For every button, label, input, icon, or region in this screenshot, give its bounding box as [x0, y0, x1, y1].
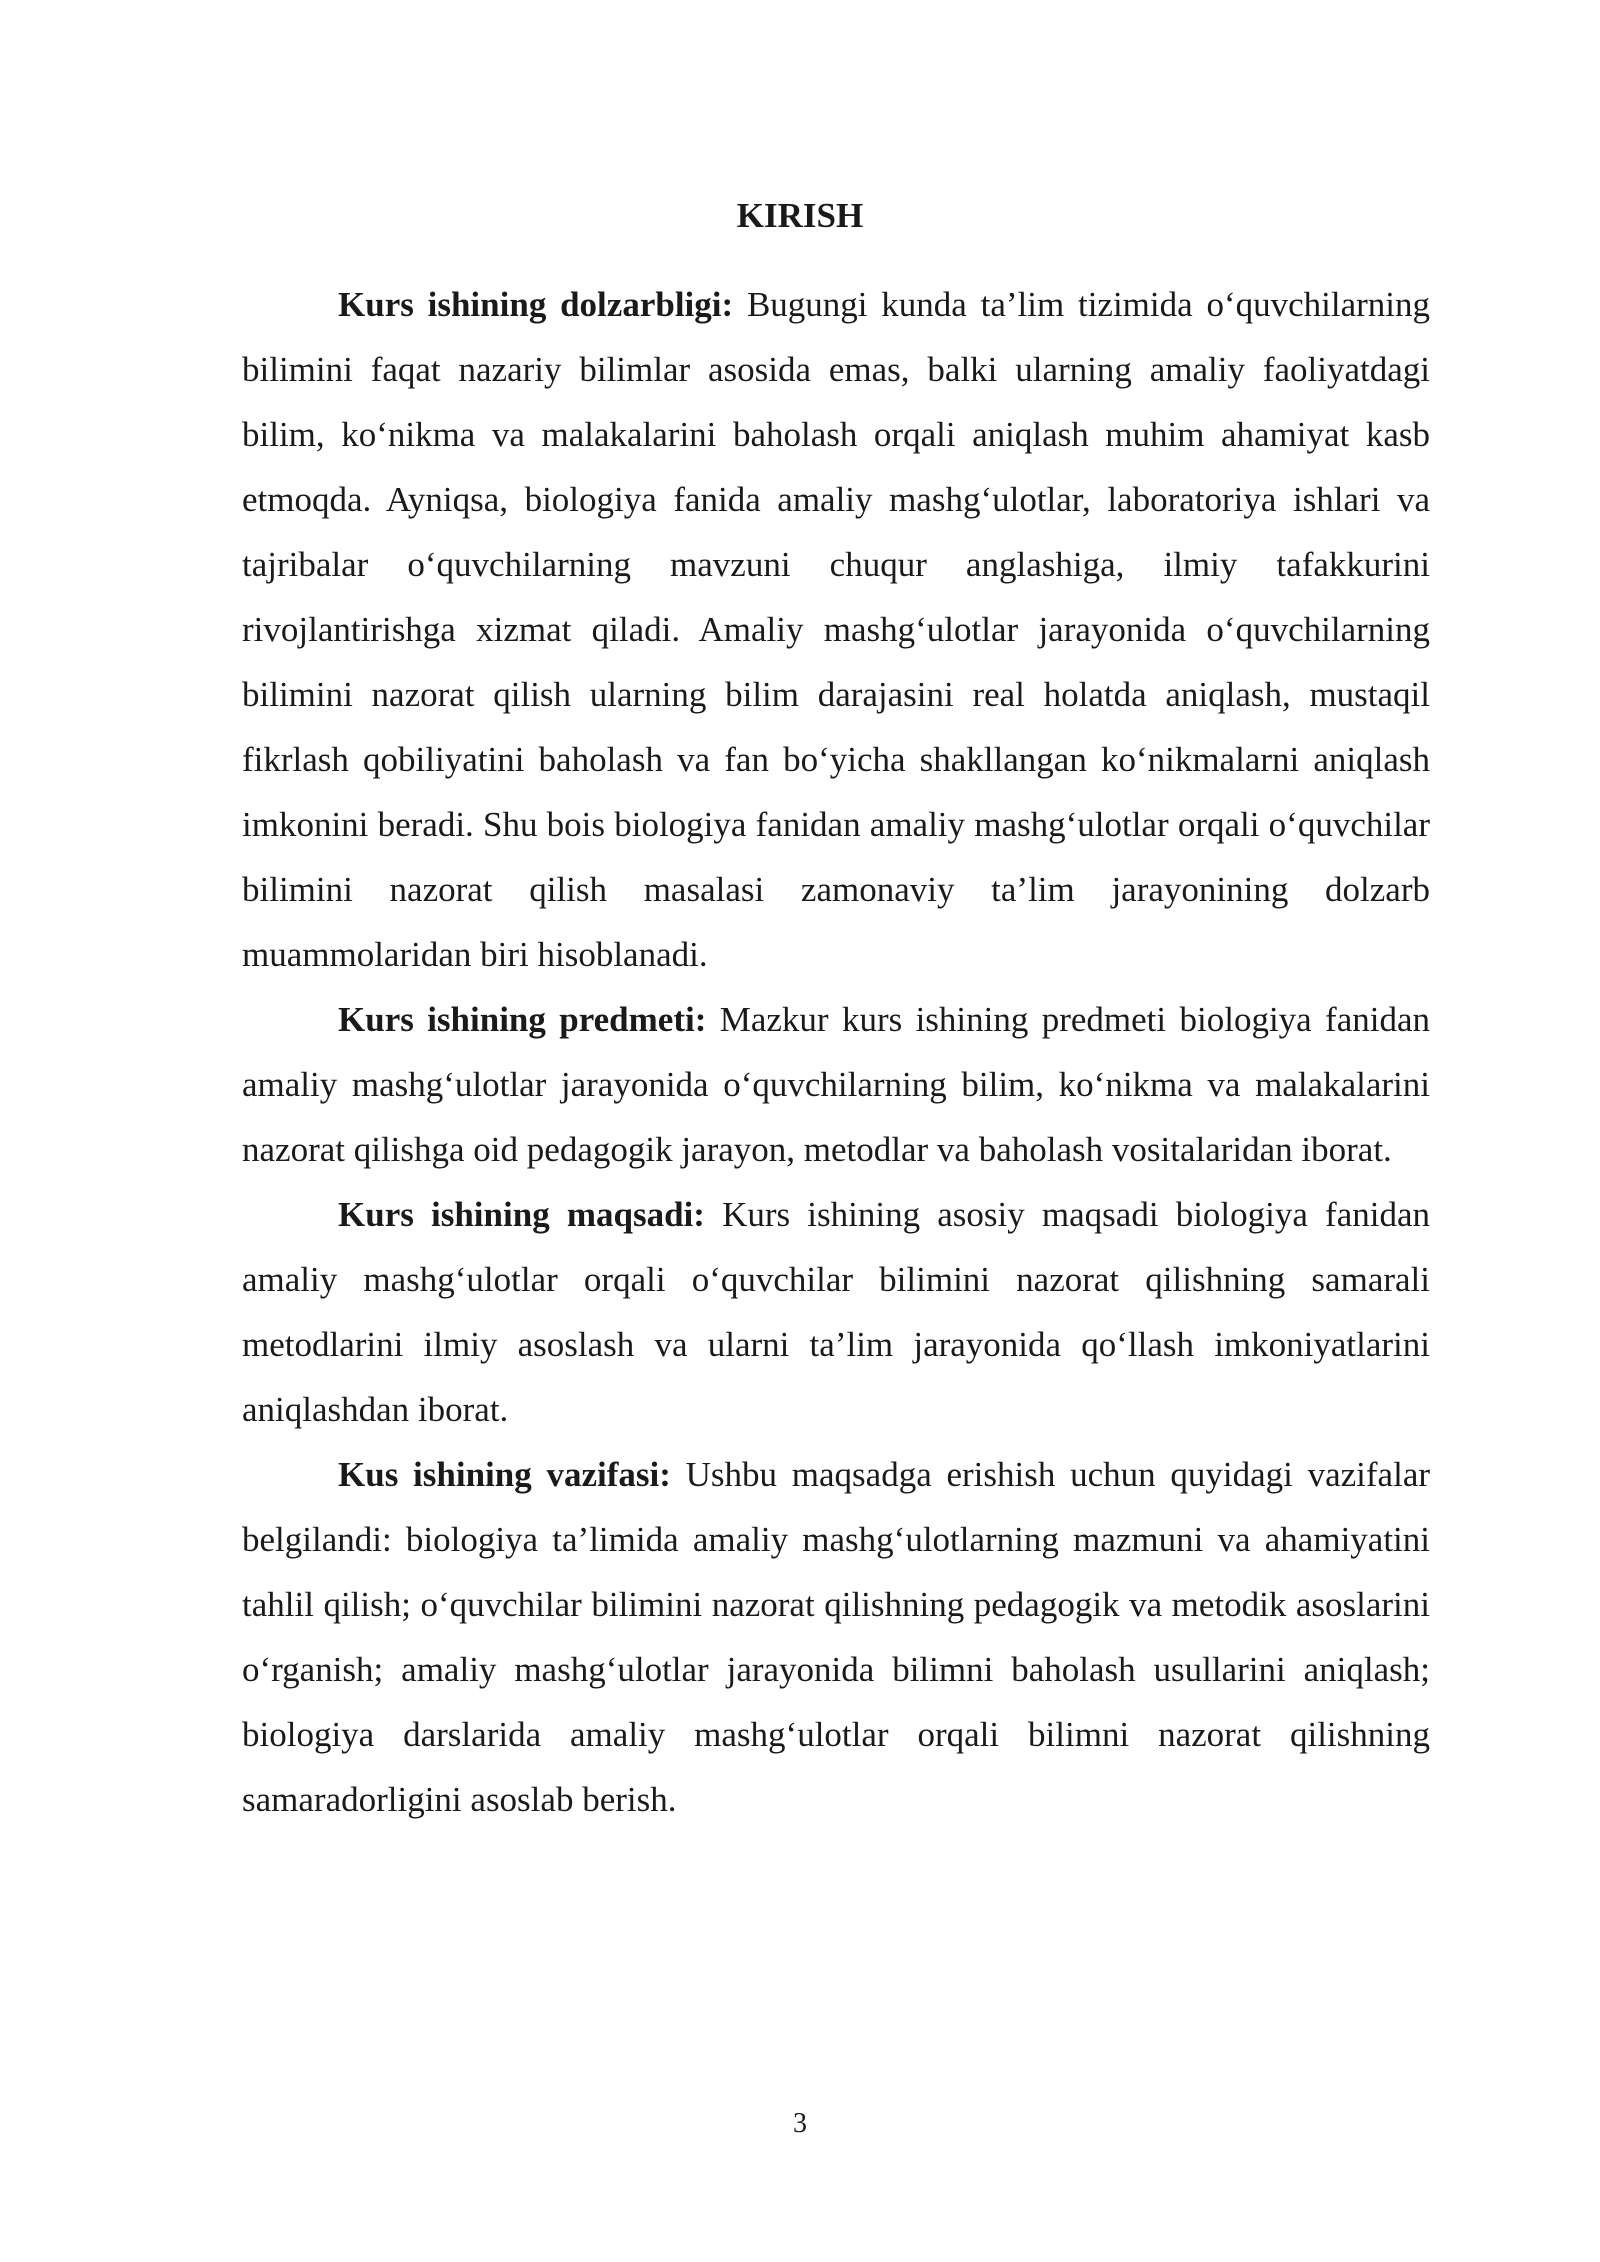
paragraph-text: Ushbu maqsadga erishish uchun quyidagi vazifalar belgilandi: biologiya ta’limida amaliy mashg‘ulotlarning mazmuni va ahamiyatini tahlil qilish; o‘quvchilar bilimini nazorat qilishning pedagogik va metodik asoslarini o‘rganish; amaliy mashg‘ulotlar jarayonida bilimni baholash usullarini aniqlash; biologiya darslarida amaliy mashg‘ulotlar orqali bilimni nazorat qilishning samaradorligini asoslab berish.: [242, 1455, 1431, 1819]
paragraph-text: Mazkur kurs ishining predmeti biologiya fanidan amaliy mashg‘ulotlar jarayonida o‘quvchilarning bilim, ko‘nikma va malakalarini nazorat qilishga oid pedagogik jarayon, metodlar va baholash vositalaridan iborat.: [242, 1000, 1431, 1169]
paragraph-relevance: [242, 272, 1430, 987]
paragraph-term: Kurs ishining predmeti:: [338, 1000, 707, 1039]
paragraph-term: Kurs ishining maqsadi:: [338, 1195, 705, 1234]
paragraph-goal: [242, 1182, 1430, 1442]
page-title: KIRISH: [736, 196, 864, 235]
paragraph-text: Kurs ishining asosiy maqsadi biologiya fanidan amaliy mashg‘ulotlar orqali o‘quvchilar bilimini nazorat qilishning samarali metodlarini ilmiy asoslash va ularni ta’lim jarayonida qo‘llash imkoniyatlarini aniqlashdan iborat.: [242, 1195, 1431, 1429]
paragraph-term: Kurs ishining dolzarbligi:: [338, 285, 734, 324]
paragraph-term: Kus ishining vazifasi:: [338, 1455, 671, 1494]
body-text: [242, 272, 1430, 1832]
page-number: 3: [793, 2108, 807, 2139]
paragraph-text: Bugungi kunda ta’lim tizimida o‘quvchilarning bilimini faqat nazariy bilimlar asosida emas, balki ularning amaliy faoliyatdagi bilim, ko‘nikma va malakalarini baholash orqali aniqlash muhim ahamiyat kasb etmoqda. Ayniqsa, biologiya fanida amaliy mashg‘ulotlar, laboratoriya ishlari va tajribalar o‘quvchilarning mavzuni chuqur anglashiga, ilmiy tafakkurini rivojlantirishga xizmat qiladi. Amaliy mashg‘ulotlar jarayonida o‘quvchilarning bilimini nazorat qilish ularning bilim darajasini real holatda aniqlash, mustaqil fikrlash qobiliyatini baholash va fan bo‘yicha shakllangan ko‘nikmalarni aniqlash imkonini beradi. Shu bois biologiya fanidan amaliy mashg‘ulotlar orqali o‘quvchilar bilimini nazorat qilish masalasi zamonaviy ta’lim jarayonining dolzarb muammolaridan biri hisoblanadi.: [242, 285, 1430, 974]
paragraph-tasks: [242, 1442, 1430, 1832]
paragraph-subject: [242, 987, 1430, 1182]
